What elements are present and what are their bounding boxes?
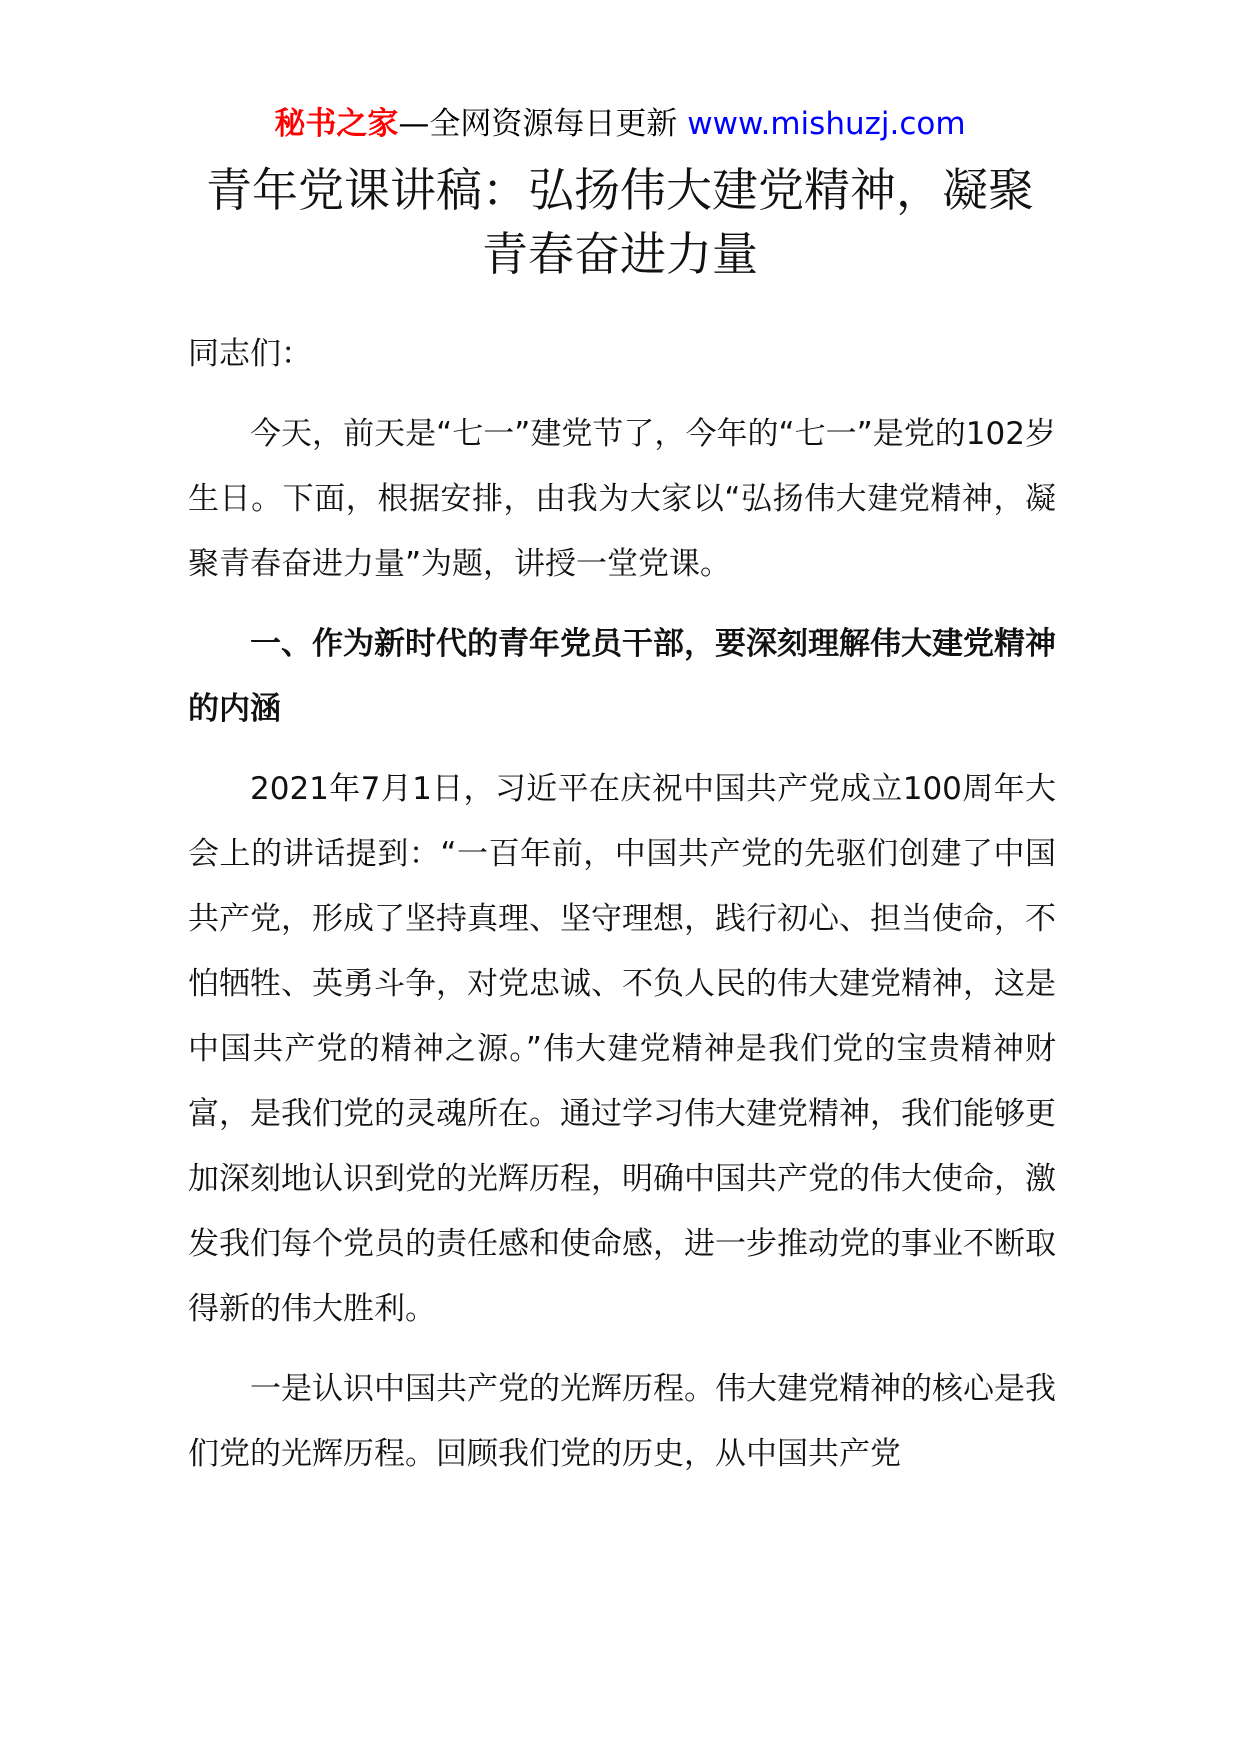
section-heading-1: 一、作为新时代的青年党员干部，要深刻理解伟大建党精神的内涵 (188, 626, 1056, 727)
paragraph-intro: 今天，前天是“七一”建党节了，今年的“七一”是党的102岁生日。下面，根据安排，由我为大家以“弘扬伟大建党精神，凝聚青春奋进力量”为题，讲授一堂党课。 (188, 416, 1056, 582)
site-url-link[interactable]: www.mishuzj.com (687, 106, 966, 142)
document-title (160, 158, 1080, 286)
paragraph-point-one: 一是认识中国共产党的光辉历程。伟大建党精神的核心是我们党的光辉历程。回顾我们党的历史，从中国共产党 (188, 1371, 1056, 1472)
salutation: 同志们： (188, 336, 312, 372)
header-tagline: —全网资源每日更新 (398, 106, 678, 142)
paragraph-speech-quote: 2021年7月1日，习近平在庆祝中国共产党成立100周年大会上的讲话提到：“一百年前，中国共产党的先驱们创建了中国共产党，形成了坚持真理、坚守理想，践行初心、担当使命，不怕牺牲、英勇斗争，对党忠诚、不负人民的伟大建党精神，这是中国共产党的精神之源。”伟大建党精神是我们党的宝贵精神财富，是我们党的灵魂所在。通过学习伟大建党精神，我们能够更加深刻地认识到党的光辉历程，明确中国共产党的伟大使命，激发我们每个党员的责任感和使命感，进一步推动党的事业不断取得新的伟大胜利。 (188, 771, 1056, 1327)
title-line-1: 青年党课讲稿：弘扬伟大建党精神，凝聚 (206, 163, 1034, 217)
brand-name: 秘书之家 (274, 106, 399, 142)
title-line-2: 青春奋进力量 (482, 227, 758, 281)
site-header (0, 102, 1240, 146)
document-body (188, 322, 1056, 1502)
